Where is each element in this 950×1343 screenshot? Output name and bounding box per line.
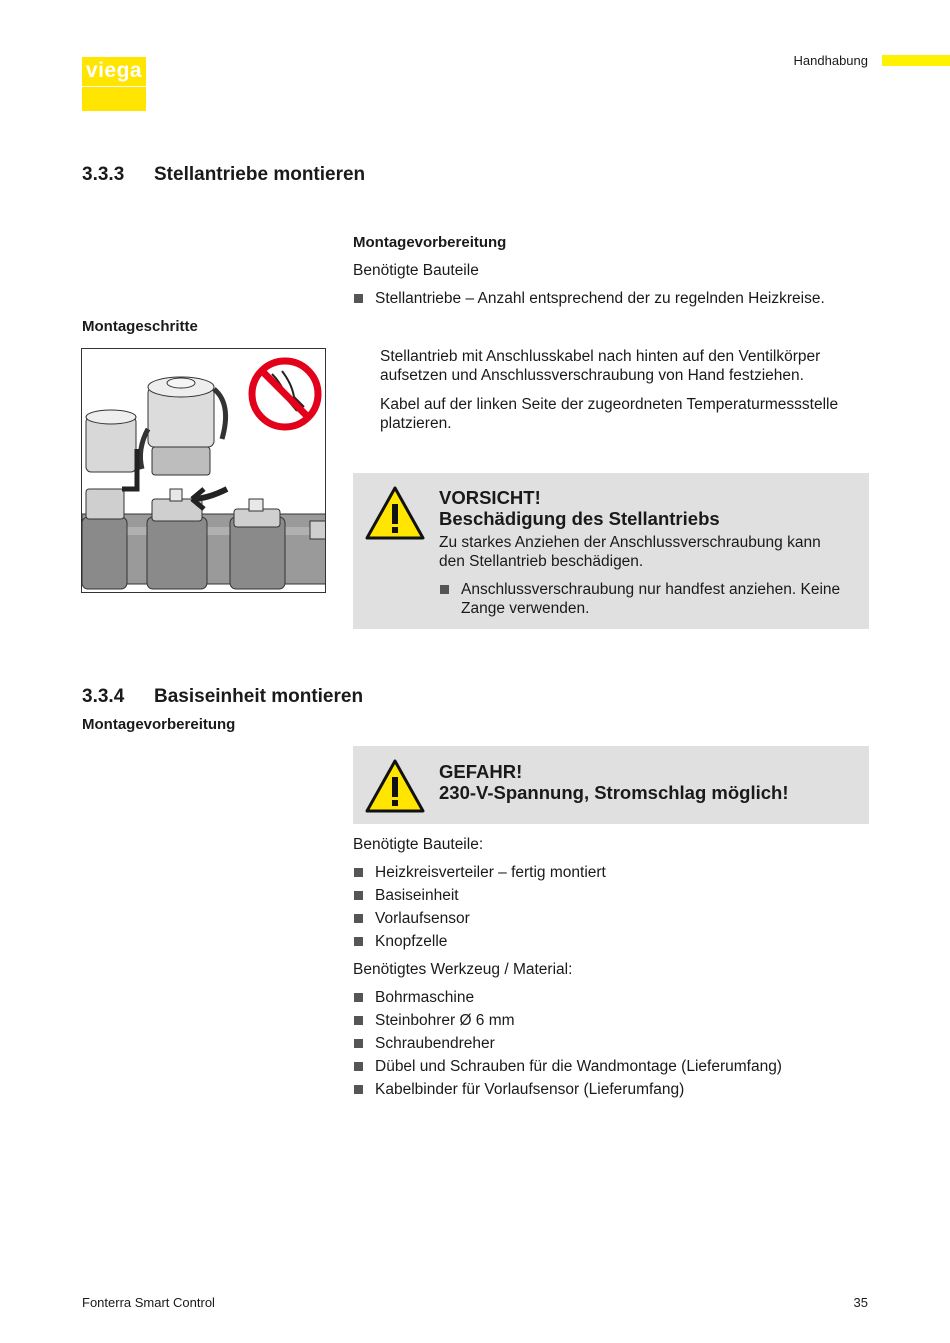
section-333-heading: [82, 164, 365, 186]
caution-title: Beschädigung des Stellantriebs: [439, 508, 720, 529]
list-item: Knopfzelle: [353, 932, 873, 951]
tools-list: [353, 988, 873, 1103]
caution-actions: [439, 580, 859, 622]
logo-text: viega: [85, 59, 143, 82]
step-text: Stellantrieb mit Anschlusskabel nach hinten auf den Ventilkörper aufsetzen und Anschlussverschraubung von Hand festziehen.: [380, 348, 821, 384]
list-item: Basiseinheit: [353, 886, 873, 905]
steps-heading: Montageschritte: [82, 318, 198, 335]
list-item: Bohrmaschine: [353, 988, 873, 1007]
danger-signal-word: GEFAHR!: [439, 761, 523, 782]
tools-label: Benötigtes Werkzeug / Material:: [353, 961, 573, 978]
list-item: Schraubendreher: [353, 1034, 873, 1053]
section-number: 3.3.4: [82, 686, 125, 707]
parts-label: Benötigte Bauteile: [353, 262, 479, 279]
warning-triangle-icon: [365, 759, 425, 813]
header-section-title: Handhabung: [793, 53, 868, 68]
list-item: Kabelbinder für Vorlaufsensor (Lieferumfang): [353, 1080, 873, 1099]
caution-text: Zu starkes Anziehen der Anschlussverschraubung kann den Stellantrieb beschädigen.: [439, 534, 821, 570]
danger-box: [353, 746, 869, 824]
logo-bar: [82, 87, 146, 111]
section-334-heading: [82, 686, 363, 708]
list-item: Vorlaufsensor: [353, 909, 873, 928]
step-item: [353, 347, 873, 385]
prep-heading: Montagevorbereitung: [353, 234, 507, 251]
prep-heading: Montagevorbereitung: [82, 716, 236, 733]
step-item: [353, 395, 873, 433]
parts-list: [353, 289, 873, 312]
header-accent-bar: [882, 55, 950, 66]
parts-list: [353, 863, 873, 955]
steps-list: [353, 347, 873, 443]
caution-signal-word: VORSICHT!: [439, 487, 541, 508]
warning-triangle-icon: [365, 486, 425, 540]
actuator-mounting-illustration: [81, 348, 326, 593]
list-item: Steinbohrer Ø 6 mm: [353, 1011, 873, 1030]
caution-box: [353, 473, 869, 629]
danger-title: 230-V-Spannung, Stromschlag möglich!: [439, 782, 789, 803]
section-title: Basiseinheit montieren: [154, 686, 364, 707]
parts-label: Benötigte Bauteile:: [353, 836, 484, 853]
footer-product: Fonterra Smart Control: [82, 1295, 215, 1310]
list-item: Anschlussverschraubung nur handfest anziehen. Keine Zange verwenden.: [439, 580, 859, 618]
manifold-drawing: [82, 349, 326, 593]
step-text: Kabel auf der linken Seite der zugeordneten Temperaturmessstelle platzieren.: [380, 396, 839, 432]
section-number: 3.3.3: [82, 164, 125, 185]
list-item: Dübel und Schrauben für die Wandmontage (Lieferumfang): [353, 1057, 873, 1076]
section-title: Stellantriebe montieren: [154, 164, 366, 185]
page-number: 35: [853, 1295, 868, 1310]
list-item: Stellantriebe – Anzahl entsprechend der zu regelnden Heizkreise.: [353, 289, 873, 308]
list-item: Heizkreisverteiler – fertig montiert: [353, 863, 873, 882]
